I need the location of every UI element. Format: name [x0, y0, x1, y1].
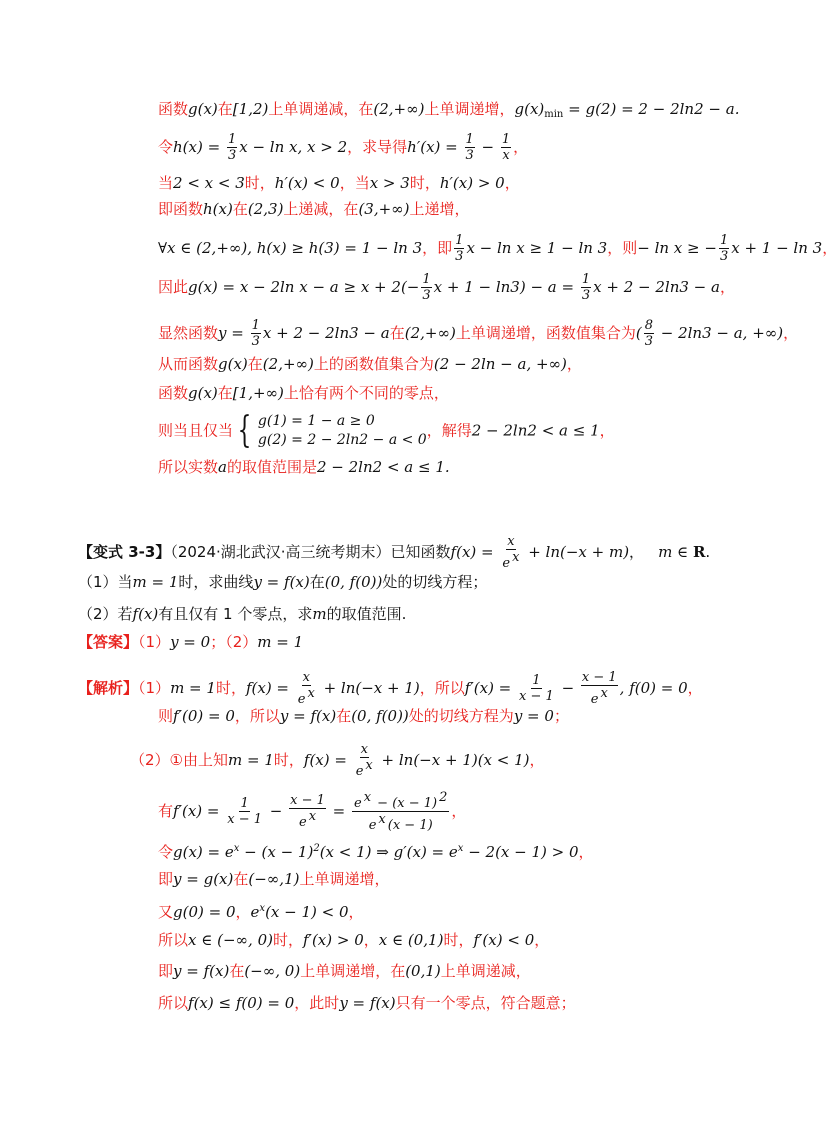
analysis-line-3: （2）①由上知m = 1时，f(x) = $\frac{x}{\text{e x}}$ + ln(−x + 1)(x < 1)，: [130, 742, 545, 779]
analysis-label: 【解析】: [78, 679, 139, 697]
analysis-line-2: 则f′(0) = 0，所以y = f(x)在(0, f(0))处的切线方程为y = 0；: [158, 707, 569, 725]
analysis-line-10: 所以f(x) ≤ f(0) = 0，此时y = f(x)只有一个零点，符合题意；: [158, 994, 576, 1012]
analysis-line-1: 【解析】（1）m = 1时，f(x) = $\frac{x}{\text{e x}}$ + ln(−x + 1)，所以f′(x) = $\frac{1}{x - 1}$ − $\frac{x - 1}{\text{e x}}$ , f(0) = 0，: [78, 670, 703, 707]
solution-line-4: 即函数h(x)在(2,3)上递减，在(3,+∞)上递增，: [158, 200, 470, 218]
solution-line-8: 从而函数g(x)在(2,+∞)上的函数值集合为(2 − 2ln − a, +∞)，: [158, 355, 582, 373]
question-1: （1）当m = 1时，求曲线y = f(x)在(0, f(0))处的切线方程；: [78, 573, 488, 591]
analysis-line-9: 即y = f(x)在(−∞, 0)上单调递增，在(0,1)上单调递减，: [158, 962, 531, 980]
solution-line-9: 函数g(x)在[1,+∞)上恰有两个不同的零点，: [158, 384, 449, 402]
solution-line-6: 因此g(x) = x − 2ln x − a ≥ x + 2(− $\frac{1}{3}$ x + 1 − ln3) − a = $\frac{1}{3}$ x + 2 − 2ln3 − a，: [158, 272, 735, 303]
solution-line-1: 函数g(x)在[1,2)上单调递减，在(2,+∞)上单调递增，$g(x)_{min} = g(2) = 2 - 2\ln 2 - a$.: [158, 100, 740, 120]
problem-tag: 【变式 3-3】: [78, 543, 171, 561]
analysis-line-5: 令$g(x) = e^x - (x - 1)^2(x < 1)$ ⇒ $g'(x) = e^x - 2(x - 1) > 0$，: [158, 843, 594, 861]
question-2: （2）若f(x)有且仅有 1 个零点，求m的取值范围.: [78, 605, 407, 623]
answer-line: 【答案】（1）y = 0；（2）m = 1: [78, 633, 304, 651]
solution-line-11: 所以实数a的取值范围是2 − 2ln2 < a ≤ 1.: [158, 458, 450, 476]
solution-line-2: 令h(x) = $\frac{1}{3}$ x − ln x, x > 2，求导得h′(x) = $\frac{1}{3}$ − $\frac{1}{x}$ ，: [158, 132, 529, 163]
solution-line-3: 当2 < x < 3时，h′(x) < 0，当x > 3时，h′(x) > 0，: [158, 174, 520, 192]
problem-header: 【变式 3-3】（2024·湖北武汉·高三统考期末）已知函数f(x) = $\frac{x}{\text{e x}}$ + ln(−x + m)， m ∈ R.: [78, 534, 711, 571]
equation-system: { g(1) = 1 − a ≥ 0 g(2) = 2 − 2ln2 − a < 0: [237, 410, 427, 451]
analysis-line-4: 有f′(x) = $\frac{1}{x - 1}$ − $\frac{x - 1}{\text{e x}}$ = $\frac{\text{e x − (x − 1) 2}}{\text{e x (x − 1)}}$ ，: [158, 790, 467, 833]
answer-label: 【答案】: [78, 633, 139, 651]
analysis-line-7: 又g(0) = 0，$e^x(x - 1) < 0$，: [158, 903, 364, 921]
analysis-line-6: 即y = g(x)在(−∞,1)上单调递增，: [158, 870, 390, 888]
solution-line-7: 显然函数y = $\frac{1}{3}$ x + 2 − 2ln3 − a在(2,+∞)上单调递增，函数值集合为( $\frac{8}{3}$ − 2ln3 − a, +∞)，: [158, 318, 799, 349]
analysis-line-8: 所以x ∈ (−∞, 0)时，f′(x) > 0，x ∈ (0,1)时，f′(x) < 0，: [158, 931, 550, 949]
solution-line-10: 则当且仅当 { g(1) = 1 − a ≥ 0 g(2) = 2 − 2ln2 − a < 0 ，解得2 − 2ln2 < a ≤ 1，: [158, 410, 615, 451]
solution-line-5: ∀x ∈ (2,+∞), h(x) ≥ h(3) = 1 − ln 3，即 $\frac{1}{3}$ x − ln x ≥ 1 − ln 3，则− ln x ≥ − $\frac{1}{3}$ x + 1 − ln 3，: [158, 233, 837, 264]
